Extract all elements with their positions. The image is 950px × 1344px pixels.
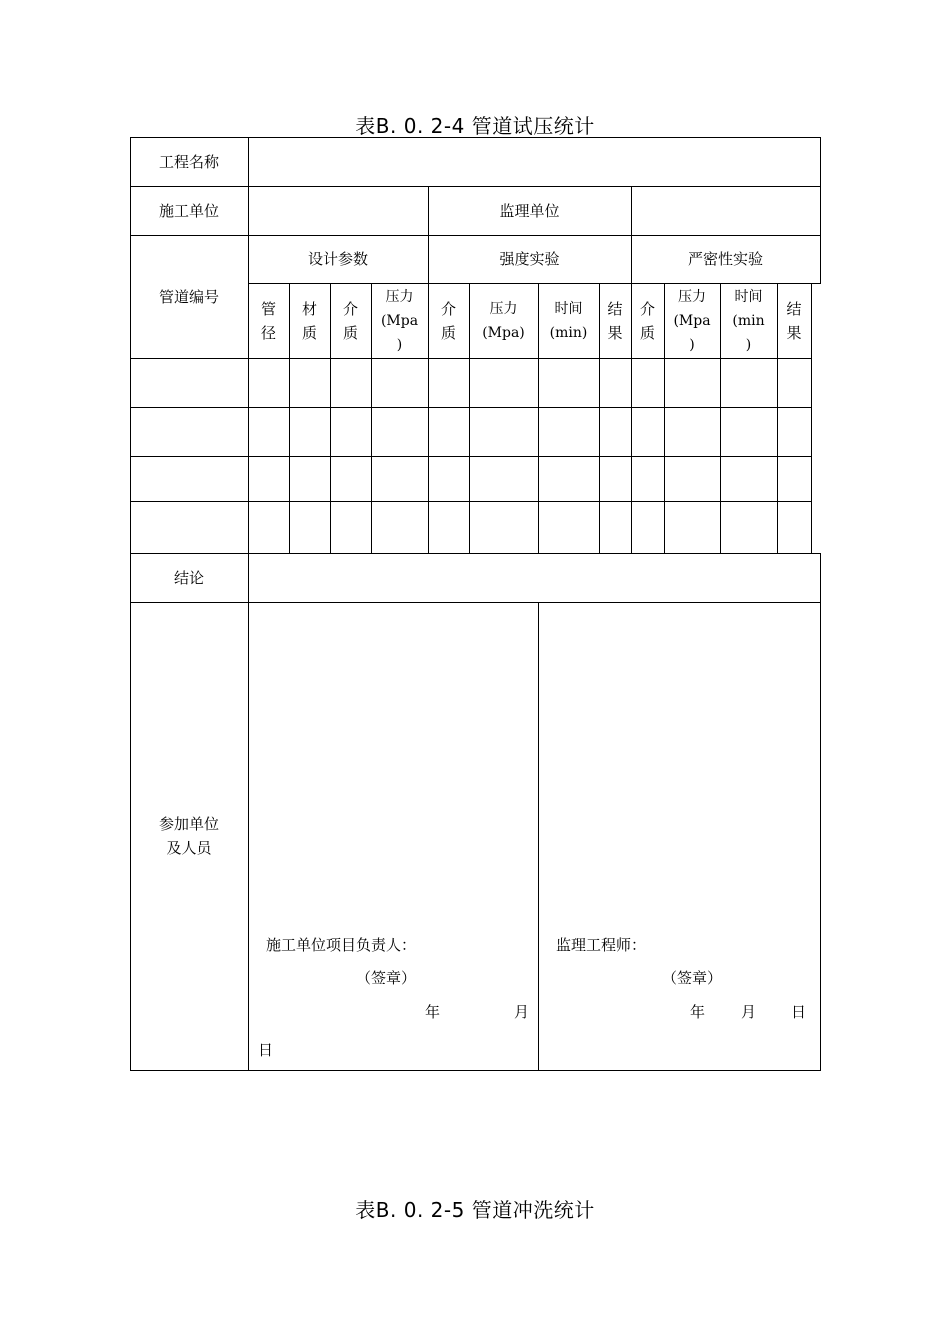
column-pressure-design: 压力 (Mpa ) [380,288,419,353]
construction-year-label: 年 [425,1003,441,1021]
header-strength-test: 强度实验 [499,250,560,268]
construction-day-label: 日 [258,1041,274,1059]
construction-month-label: 月 [514,1003,530,1021]
supervision-year-label: 年 [690,1003,706,1021]
column-time-strength: 时间 (min) [549,300,588,341]
label-conclusion: 结论 [173,568,204,587]
construction-manager-label: 施工单位项目负责人： [266,936,417,954]
supervision-engineer-label: 监理工程师： [556,936,647,954]
supervision-month-label: 月 [741,1003,757,1021]
supervision-seal-label: （签章） [662,969,723,987]
column-medium-strength: 介 质 [440,299,456,342]
label-participants: 参加单位 及人员 [158,815,219,857]
header-design-params: 设计参数 [307,250,368,268]
column-pressure-tight: 压力 (Mpa ) [673,288,711,353]
column-time-tight: 时间 (min ) [732,288,765,353]
label-construction-unit: 施工单位 [158,201,219,220]
column-pressure-strength: 压力 (Mpa) [482,300,525,341]
construction-seal-label: （签章） [356,969,417,987]
supervision-day-label: 日 [791,1003,807,1021]
label-project-name: 工程名称 [158,152,219,171]
column-material: 材 质 [301,299,317,342]
column-diameter: 管 径 [260,299,276,342]
table-title: 表B. 0. 2-4 管道试压统计 [355,114,595,138]
label-pipe-number: 管道编号 [158,287,219,306]
column-medium-tight: 介 质 [639,299,655,342]
label-supervision-unit: 监理单位 [499,201,560,220]
next-table-title: 表B. 0. 2-5 管道冲洗统计 [355,1198,595,1222]
column-medium-design: 介 质 [342,299,358,342]
header-tightness-test: 严密性实验 [687,250,763,268]
column-result-tight: 结 果 [786,299,802,342]
column-result-strength: 结 果 [607,299,623,342]
